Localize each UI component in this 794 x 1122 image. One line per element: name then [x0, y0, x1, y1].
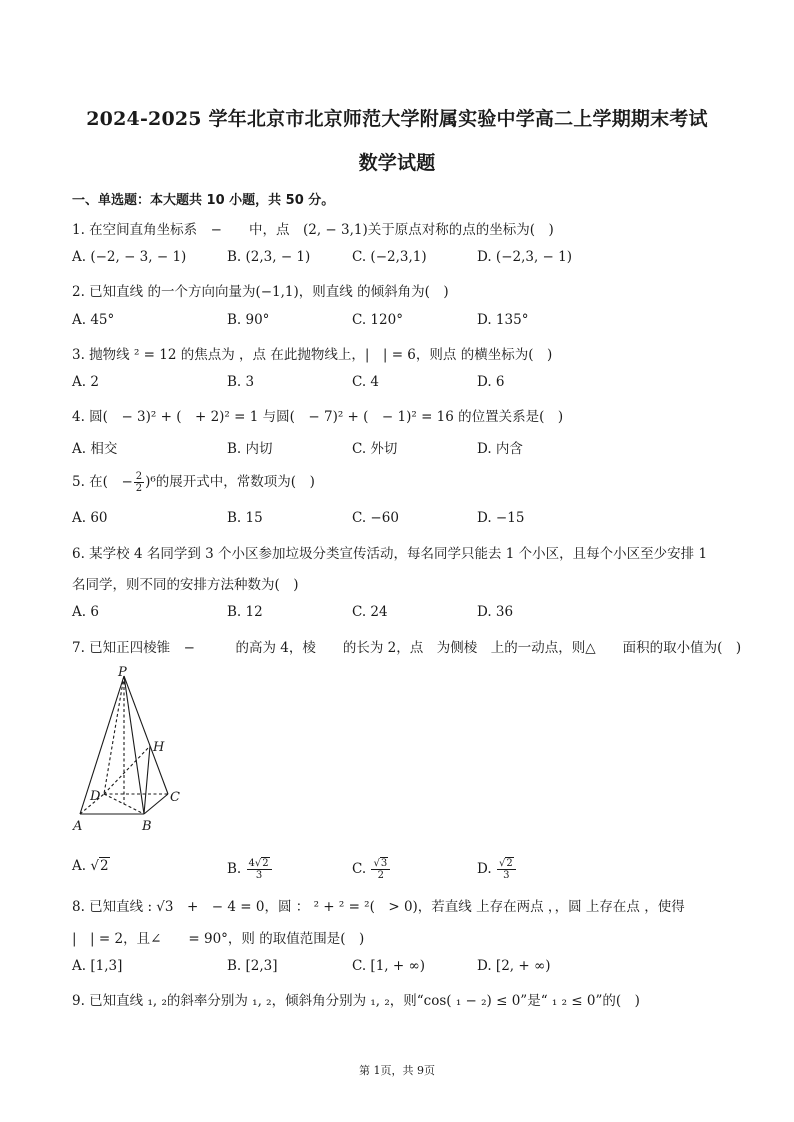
fraction-denominator: 2: [377, 870, 384, 881]
question-3: 3. 抛物线 ² = 12 的焦点为 ，点 在此抛物线上，| | = 6，则点 的横坐标为( ): [72, 347, 553, 363]
label-C: C: [170, 790, 180, 805]
question-8-line-2: | | = 2，且∠ = 90°，则 的取值范围是( ): [72, 931, 365, 947]
fraction-numerator: √3: [371, 858, 390, 870]
question-6-line-1: 6. 某学校 4 名同学到 3 个小区参加垃圾分类宣传活动，每名同学只能去 1 个小区，且每个小区至少安排 1: [72, 546, 708, 562]
pyramid-figure: [72, 664, 192, 838]
fraction: [497, 858, 516, 881]
radicand: 2: [99, 858, 109, 874]
radicand: 2: [262, 858, 269, 869]
option-b: B. 12: [227, 604, 263, 620]
option-c: C. 24: [352, 604, 388, 620]
question-8-line-1: 8. 已知直线 : √3 + − 4 = 0，圆 ： ² + ² = ²( > 0)，若直线 上存在两点 ，，圆 上存在点 ，使得: [72, 899, 685, 915]
option-a: A. 60: [72, 510, 108, 526]
option-a: A. 相交: [72, 441, 118, 457]
option-a: A. 45°: [72, 312, 115, 328]
question-2: 2. 已知直线 的一个方向向量为(−1,1)，则直线 的倾斜角为( ): [72, 284, 449, 300]
exam-subtitle: 数学试题: [358, 152, 436, 174]
coefficient: 4: [248, 858, 255, 869]
option-b: B. 3: [227, 374, 255, 390]
option-b: B. $\frac{4√2}{3}$: [227, 858, 273, 881]
fraction: [134, 471, 144, 494]
question-9: 9. 已知直线 ₁, ₂的斜率分别为 ₁, ₂，倾斜角分别为 ₁, ₂，则“cos( ₁ − ₂) ≤ 0”是“ ₁ ₂ ≤ 0”的( ): [72, 993, 640, 1009]
option-a: A. (−2, − 3, − 1): [72, 249, 187, 265]
option-d: D. 内含: [477, 441, 523, 457]
option-b: B. 内切: [227, 441, 273, 457]
option-d: D. (−2,3, − 1): [477, 249, 573, 265]
question-1-options: [72, 249, 732, 269]
option-a: A. 6: [72, 604, 99, 620]
question-1: 1. 在空间直角坐标系 − 中，点 (2, − 3,1)关于原点对称的点的坐标为( ): [72, 222, 554, 238]
page-footer: 第 1页，共 9页: [359, 1064, 435, 1077]
fraction-denominator: 3: [255, 870, 263, 881]
option-c: C. $\frac{√3}{2}$: [352, 858, 391, 881]
sqrt-expression: [505, 858, 513, 869]
option-c: C. 外切: [352, 441, 398, 457]
label-D: D: [90, 789, 101, 804]
fraction-numerator: √2: [497, 858, 516, 870]
edge-PA: [80, 676, 124, 814]
option-a: A. √2: [72, 858, 109, 874]
sqrt-expression: [380, 858, 388, 869]
edge-PB: [124, 676, 144, 814]
exam-title: 2024-2025 学年北京市北京师范大学附属实验中学高二上学期期末考试: [86, 108, 708, 130]
sqrt-expression: [261, 858, 269, 869]
question-5: [72, 470, 315, 494]
segment-BH: [144, 746, 150, 814]
option-b: B. 15: [227, 510, 263, 526]
question-5-options: [72, 510, 732, 530]
fraction-numerator: 2: [135, 471, 143, 482]
section-heading: 一、单选题：本大题共 10 小题，共 50 分。: [72, 193, 335, 208]
edge-BC: [144, 794, 168, 814]
option-d: D. $\frac{√2}{3}$: [477, 858, 517, 881]
label-A: A: [73, 819, 83, 834]
option-d: D. [2, + ∞): [477, 958, 551, 974]
option-d: D. 36: [477, 604, 514, 620]
question-7-options: [72, 858, 732, 884]
option-c: C. (−2,3,1): [352, 249, 427, 265]
question-8-options: [72, 958, 732, 978]
question-3-options: [72, 374, 732, 394]
sqrt-expression: √2: [90, 858, 109, 874]
question-4-options: [72, 437, 732, 457]
label-B: B: [142, 819, 152, 834]
option-a: A. [1,3]: [72, 958, 123, 974]
question-4: 4. 圆( − 3)² + ( + 2)² = 1 与圆( − 7)² + ( − 1)² = 16 的位置关系是( ): [72, 409, 564, 425]
option-d: D. −15: [477, 510, 525, 526]
fraction: [247, 858, 272, 881]
option-c: C. [1, + ∞): [352, 958, 425, 974]
option-b: B. (2,3, − 1): [227, 249, 311, 265]
fraction-denominator: 2: [135, 483, 143, 494]
option-c: C. 4: [352, 374, 380, 390]
fraction-denominator: 3: [503, 870, 510, 881]
question-6-line-2: 名同学，则不同的安排方法种数为( ): [72, 577, 299, 593]
question-7: 7. 已知正四棱锥 − 的高为 4，棱 的长为 2，点 为侧棱 上的一动点，则△ 面积的取小值为( ): [72, 640, 742, 656]
option-b: B. 90°: [227, 312, 270, 328]
radicand: 3: [380, 858, 388, 869]
radicand: 2: [506, 858, 513, 869]
question-5-prefix: 5. 在( −: [72, 474, 133, 490]
question-6-options: [72, 604, 732, 624]
label-H: H: [153, 740, 165, 755]
edge-PC: [124, 676, 168, 794]
option-d: D. 6: [477, 374, 505, 390]
label-P: P: [118, 665, 127, 680]
option-b: B. [2,3]: [227, 958, 278, 974]
option-a: A. 2: [72, 374, 99, 390]
question-2-options: [72, 312, 732, 332]
fraction: [371, 858, 390, 881]
option-d: D. 135°: [477, 312, 529, 328]
question-5-suffix: )⁶的展开式中，常数项为( ): [145, 474, 315, 490]
option-c: C. 120°: [352, 312, 403, 328]
option-c: C. −60: [352, 510, 399, 526]
fraction-numerator: 4√2: [247, 858, 272, 870]
